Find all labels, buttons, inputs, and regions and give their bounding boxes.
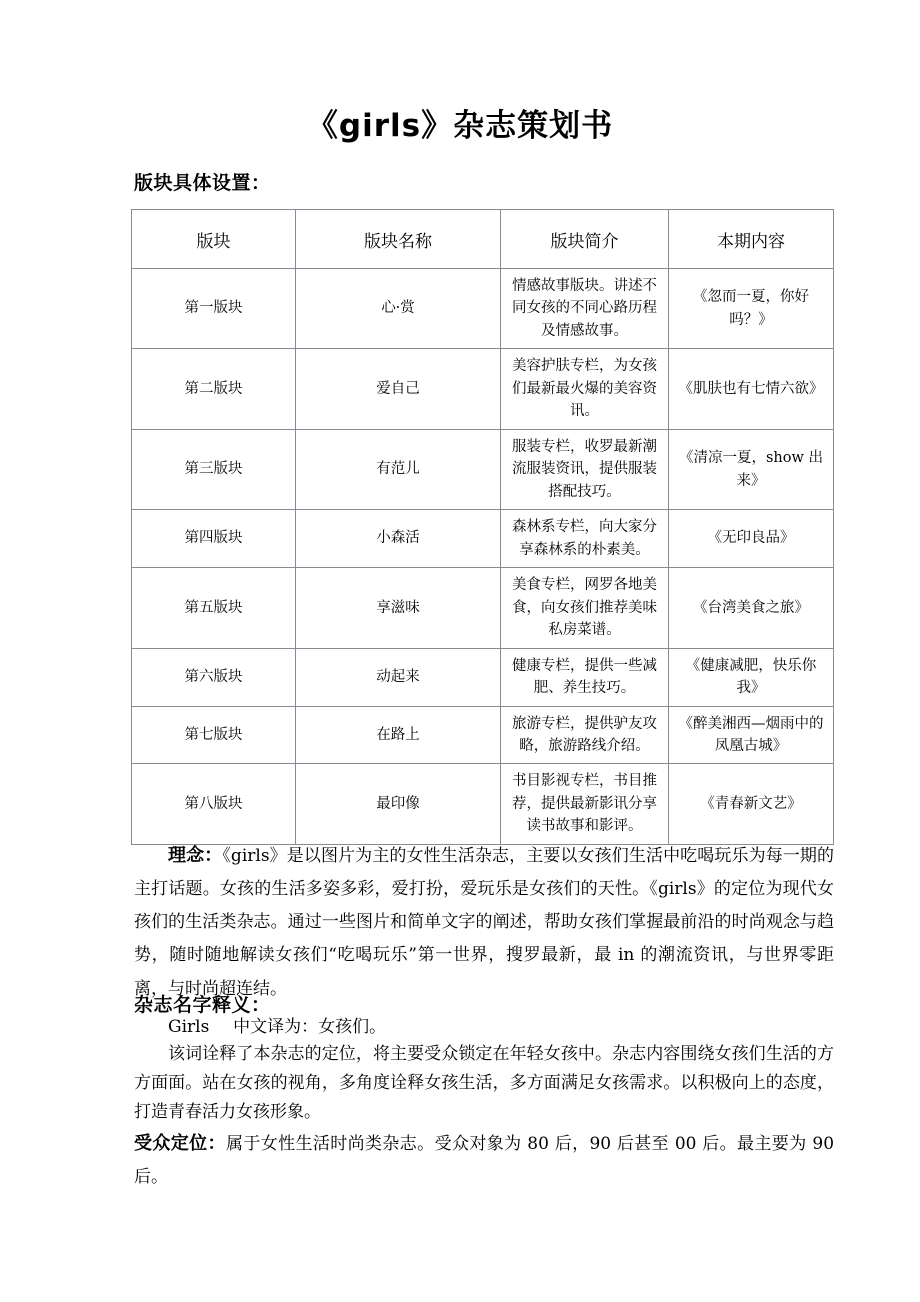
text-name-translation: 中文译为：女孩们。: [233, 1017, 387, 1037]
cell-section-name: 最印像: [296, 764, 501, 844]
cell-issue-content: 《健康减肥，快乐你我》: [669, 648, 834, 706]
cell-section-name: 动起来: [296, 648, 501, 706]
label-audience: 受众定位：: [134, 1133, 226, 1154]
column-header-issue-content: 本期内容: [669, 210, 834, 269]
cell-section-intro: 健康专栏，提供一些减肥、养生技巧。: [501, 648, 669, 706]
cell-section-intro: 美食专栏，网罗各地美食，向女孩们推荐美味私房菜谱。: [501, 568, 669, 648]
table-row: [132, 269, 834, 349]
cell-section-name: 爱自己: [296, 349, 501, 429]
cell-issue-content: 《清凉一夏，show 出来》: [669, 429, 834, 509]
cell-issue-content: 《肌肤也有七情六欲》: [669, 349, 834, 429]
table-header-row: [132, 210, 834, 269]
page-title: 《girls》杂志策划书: [306, 108, 614, 144]
cell-section: 第一版块: [132, 269, 296, 349]
column-header-section: 版块: [132, 210, 296, 269]
table-row: [132, 764, 834, 844]
table-row: [132, 706, 834, 764]
term-girls: Girls: [168, 1017, 210, 1037]
cell-section: 第五版块: [132, 568, 296, 648]
cell-issue-content: 《青春新文艺》: [669, 764, 834, 844]
cell-issue-content: 《台湾美食之旅》: [669, 568, 834, 648]
cell-section-name: 享滋味: [296, 568, 501, 648]
text-concept: 《girls》是以图片为主的女性生活杂志，主要以女孩们生活中吃喝玩乐为每一期的主打话题。女孩的生活多姿多彩，爱打扮，爱玩乐是女孩们的天性。《girls》的定位为现代女孩们的生活类杂志。通过一些图片和简单文字的阐述，帮助女孩们掌握最前沿的时尚观念与趋势，随时随地解读女孩们“吃喝玩乐”第一世界，搜罗最新，最 in 的潮流资讯，与世界零距离，与时尚超连结。: [134, 846, 835, 999]
cell-issue-content: 《忽而一夏，你好吗？》: [669, 269, 834, 349]
magazine-sections-table: [131, 209, 834, 845]
cell-section: 第七版块: [132, 706, 296, 764]
table-row: [132, 510, 834, 568]
table-row: [132, 429, 834, 509]
cell-section-intro: 书目影视专栏，书目推荐，提供最新影讯分享读书故事和影评。: [501, 764, 669, 844]
cell-section: 第六版块: [132, 648, 296, 706]
table-row: [132, 349, 834, 429]
cell-issue-content: 《无印良品》: [669, 510, 834, 568]
cell-section: 第二版块: [132, 349, 296, 429]
cell-section-intro: 美容护肤专栏，为女孩们最新最火爆的美容资讯。: [501, 349, 669, 429]
section-heading-banner-settings: 版块具体设置：: [134, 172, 271, 194]
section-heading-name-meaning: 杂志名字释义：: [134, 994, 271, 1016]
cell-section-intro: 旅游专栏，提供驴友攻略，旅游路线介绍。: [501, 706, 669, 764]
cell-section: 第八版块: [132, 764, 296, 844]
cell-section: 第三版块: [132, 429, 296, 509]
cell-section-intro: 情感故事版块。讲述不同女孩的不同心路历程及情感故事。: [501, 269, 669, 349]
cell-section-name: 心·赏: [296, 269, 501, 349]
table-row: [132, 648, 834, 706]
text-audience: 属于女性生活时尚类杂志。受众对象为 80 后，90 后甚至 00 后。最主要为 90 后。: [134, 1134, 835, 1188]
cell-section-intro: 森林系专栏，向大家分享森林系的朴素美。: [501, 510, 669, 568]
cell-section-name: 在路上: [296, 706, 501, 764]
cell-section-intro: 服装专栏，收罗最新潮流服装资讯，提供服装搭配技巧。: [501, 429, 669, 509]
column-header-section-name: 版块名称: [296, 210, 501, 269]
table-row: [132, 568, 834, 648]
cell-issue-content: 《醉美湘西—烟雨中的凤凰古城》: [669, 706, 834, 764]
cell-section-name: 小森活: [296, 510, 501, 568]
paragraph-concept: [134, 838, 834, 1006]
cell-section-name: 有范儿: [296, 429, 501, 509]
column-header-section-intro: 版块简介: [501, 210, 669, 269]
paragraph-name-explanation: 该词诠释了本杂志的定位，将主要受众锁定在年轻女孩中。杂志内容围绕女孩们生活的方方面面。站在女孩的视角，多角度诠释女孩生活，多方面满足女孩需求。以积极向上的态度，打造青春活力女孩形象。: [134, 1044, 834, 1123]
paragraph-audience: [134, 1126, 834, 1194]
label-concept: 理念：: [168, 845, 223, 866]
cell-section: 第四版块: [132, 510, 296, 568]
paragraph-name-translation: [134, 1014, 834, 1040]
